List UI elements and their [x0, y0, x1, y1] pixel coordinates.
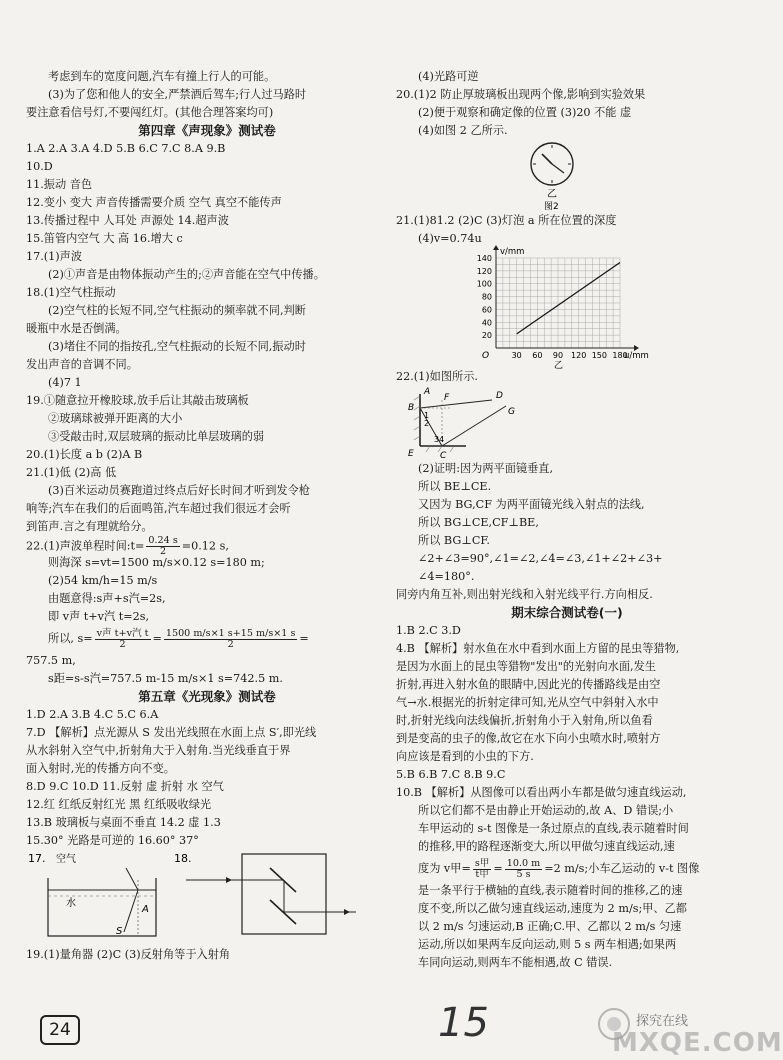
watermark-big: MXQE.COM	[612, 1028, 783, 1058]
answer-line: 所以 BG⊥CE,CF⊥BE,	[418, 516, 539, 529]
answer-line: 15.30° 光路是可逆的 16.60° 37°	[26, 834, 199, 847]
clock-hour-hand	[542, 154, 552, 164]
x-axis-label: u/mm	[624, 351, 649, 361]
answer-line: 12.变小 变大 声音传播需要介质 空气 真空不能传声	[26, 196, 282, 209]
answer-line: 1.A 2.A 3.A 4.D 5.B 6.C 7.C 8.A 9.B	[26, 142, 226, 155]
x-tick-label: 60	[532, 351, 543, 360]
answer-line: 5.B 6.B 7.C 8.B 9.C	[396, 768, 506, 781]
fraction: $\frac{0.24 s}{2}$	[148, 535, 178, 557]
clock-minute-hand	[552, 164, 564, 173]
exit-ray	[442, 406, 506, 446]
answer-line: 是因为水面上的昆虫等猎物"发出"的光射向水面,发生	[396, 660, 656, 673]
answer-line: 20.(1)长度 a b (2)A B	[26, 448, 143, 461]
left-text-block	[26, 68, 388, 536]
answer-line: (2)证明:因为两平面镜垂直,	[418, 462, 554, 475]
answer-line: ∠4=180°.	[418, 570, 475, 583]
answer-line: 向应该是看到的小虫的下方.	[396, 750, 534, 763]
point-b: B	[408, 403, 415, 413]
answer-line: 20.(1)2 防止厚玻璃板出现两个像,影响到实验效果	[396, 88, 646, 101]
section-heading: 第四章《声现象》测试卷	[138, 123, 276, 138]
fig17-number: 17.	[28, 852, 46, 865]
fraction: $\frac{\text{s甲}}{\text{t甲}}$	[474, 857, 490, 880]
fraction: $\frac{1500 m/s\times 1 s+15 m/s\times 1 s}{2}$	[165, 627, 296, 650]
answer-line: 车甲运动的 s-t 图像是一条过原点的直线,表示随着时间	[418, 822, 689, 835]
q22-line-4: 由题意得:s声+s汽=2s,	[48, 592, 166, 605]
left-column	[26, 68, 388, 964]
clock-figure	[396, 140, 736, 212]
fig17-water-label: 水	[66, 898, 76, 909]
fig17-point-s: S	[116, 926, 123, 937]
fig2-caption: 图2	[544, 202, 559, 212]
answer-line: ③受敲击时,双层玻璃的振动比单层玻璃的弱	[48, 430, 265, 443]
answer-line: 要注意看信号灯,不要闯红灯。(其他合理答案均可)	[26, 106, 274, 119]
answer-line: (3)百米运动员赛跑道过终点后好长时间才听到发令枪	[48, 484, 310, 497]
section-heading: 第五章《光现象》测试卷	[138, 689, 276, 704]
fig18-arrow-icon	[226, 877, 232, 883]
angle-34: 34	[434, 435, 445, 444]
y-tick-label: 80	[481, 292, 492, 302]
right-text-block-2	[396, 212, 738, 248]
point-g: G	[508, 407, 515, 417]
q22-line-3: (2)54 km/h=15 m/s	[48, 574, 158, 587]
answer-line: 13.B 玻璃板与桌面不垂直 14.2 虚 1.3	[26, 816, 221, 829]
answer-line: 4.B 【解析】射水鱼在水中看到水面上方留的昆虫等猎物,	[396, 642, 680, 655]
answer-line: 又因为 BG,CF 为两平面镜光线入射点的法线,	[418, 498, 645, 511]
fig17-container	[48, 878, 156, 936]
y-tick-label: 120	[476, 266, 492, 276]
answer-line: (3)为了您和他人的安全,严禁酒后驾车;行人过马路时	[48, 88, 307, 101]
answer-line: 运动,所以如果两车反向运动,则 5 s 两车相遇;如果两	[418, 938, 677, 951]
answer-line: 13.传播过程中 人耳处 声源处 14.超声波	[26, 214, 229, 227]
answer-line: (4)v=0.74u	[418, 232, 482, 245]
answer-line: 以 2 m/s 匀速运动,B 正确;C.甲、乙都以 2 m/s 匀速	[418, 920, 682, 933]
q22-line-8: s距=s-s汽=757.5 m-15 m/s×1 s=742.5 m.	[48, 672, 283, 685]
point-a: A	[424, 387, 431, 397]
answer-line: 同旁内角互补,则出射光线和入射光线平行.方向相反.	[396, 588, 653, 601]
q22-line-2: 则海深 s=vt=1500 m/s×0.12 s=180 m;	[48, 556, 265, 569]
section-heading: 期末综合测试卷(一)	[511, 605, 623, 620]
q22-line-5: 即 v声 t+v汽 t=2s,	[48, 610, 150, 623]
point-e: E	[408, 449, 414, 459]
q22-label: 22.(1)如图所示.	[396, 370, 478, 383]
q22-line-6: 所以, s= $\frac{\text{v声 t+v汽 t}}{2}$ = $\frac{1500 m/s\times 1 s+15 m/s\times 1 s}{2}$ =	[48, 627, 309, 650]
answer-line: (2)①声音是由物体振动产生的;②声音能在空气中传播。	[48, 268, 325, 281]
answer-line: 发出声音的音调不同。	[26, 358, 138, 371]
fig18-number: 18.	[174, 852, 192, 865]
point-c: C	[440, 451, 447, 461]
x-tick-label: 150	[591, 351, 607, 360]
fig18-exit-arrow-icon	[344, 909, 350, 915]
answer-line: 15.笛管内空气 大 高 16.增大 c	[26, 232, 183, 245]
answer-line: 17.(1)声波	[26, 250, 83, 263]
answer-line: 面入射时,光的传播方向不变。	[26, 762, 175, 775]
incident-ray	[420, 400, 492, 408]
answer-line: (4)7 1	[48, 376, 82, 389]
answer-line: (2)空气柱的长短不同,空气柱振动的频率就不同,判断	[48, 304, 306, 317]
answer-line: 19.①随意拉开橡胶球,放手后让其敲击玻璃板	[26, 394, 249, 407]
figure-22	[396, 386, 738, 460]
fraction: $\frac{10.0 m}{5 s}$	[506, 857, 541, 880]
answer-line: 所以它们都不是由静止开始运动的,故 A、D 错误;小	[418, 804, 674, 817]
angle-2: 2	[424, 419, 430, 428]
graph-21	[396, 247, 738, 371]
answer-line: 7.D 【解析】点光源从 S 发出光线照在水面上点 S′,即光线	[26, 726, 317, 739]
q19-answer: 19.(1)量角器 (2)C (3)反射角等于入射角	[26, 948, 231, 961]
q22-line-1: 22.(1)声波单程时间:t= $\frac{0.24 s}{2}$ =0.12 s,	[26, 535, 229, 557]
answer-line: 的推移,甲的路程逐渐变大,所以甲做匀速直线运动,速	[418, 840, 675, 853]
answer-line: 21.(1)81.2 (2)C (3)灯泡 a 所在位置的深度	[396, 214, 617, 227]
y-tick-label: 20	[481, 331, 492, 341]
answer-line: 考虑到车的宽度问题,汽车有撞上行人的可能。	[48, 70, 276, 83]
fig17-air-label: 空气	[56, 854, 76, 865]
x-tick-label: 30	[511, 351, 522, 360]
answer-line: 10.B 【解析】从图像可以看出两小车都是做匀速直线运动,	[396, 786, 687, 799]
answer-line: 是一条平行于横轴的直线,表示随着时间的推移,乙的速	[418, 884, 683, 897]
mirror-figure	[396, 386, 736, 460]
y-tick-label: 40	[481, 318, 492, 328]
y-tick-label: 60	[481, 305, 492, 315]
refraction-figures	[26, 850, 386, 946]
answer-line: (4)光路可逆	[418, 70, 479, 83]
answer-line: 1.B 2.C 3.D	[396, 624, 461, 637]
answer-line: 响等;汽车在我们的后面鸣笛,汽车超过我们很远才会听	[26, 502, 291, 515]
answer-line: 18.(1)空气柱振动	[26, 286, 116, 299]
answer-line: (3)堵住不同的指按孔,空气柱振动的长短不同,振动时	[48, 340, 306, 353]
point-d: D	[496, 391, 503, 401]
answer-line: 8.D 9.C 10.D 11.反射 虚 折射 水 空气	[26, 780, 224, 793]
y-tick-label: 140	[476, 254, 492, 263]
x-tick-label: 120	[571, 351, 587, 360]
x-tick-label: 90	[552, 351, 564, 360]
answer-line: (4)如图 2 乙所示.	[418, 124, 508, 137]
x-tick-label: 180	[612, 351, 628, 360]
left-text-block-2	[26, 688, 388, 850]
answer-line: 气→水.根据光的折射定律可知,光从空气中斜射入水中	[396, 696, 659, 709]
right-text-block-4	[396, 882, 738, 972]
answer-line: 所以 BE⊥CE.	[418, 480, 492, 493]
answer-line: 度不变,所以乙做匀速直线运动,速度为 2 m/s;甲、乙都	[418, 902, 687, 915]
angle-1: 1	[424, 411, 430, 420]
fig2-sub-label: 乙	[547, 189, 557, 200]
answer-line: 从水斜射入空气中,折射角大于入射角.当光线垂直于界	[26, 744, 291, 757]
velocity-formula-line: 度为 v甲= $\frac{\text{s甲}}{\text{t甲}}$ = $\frac{10.0 m}{5 s}$ =2 m/s;小车乙运动的 v-t 图像	[418, 857, 700, 880]
answer-line: 所以 BG⊥CF.	[418, 534, 490, 547]
y-axis-label: v/mm	[500, 247, 525, 257]
answer-line: (2)便于观察和确定像的位置 (3)20 不能 虚	[418, 106, 632, 119]
answer-line: 到笛声.言之有理就给分。	[26, 520, 153, 533]
figure-2	[396, 140, 738, 212]
answer-line: 1.D 2.A 3.B 4.C 5.C 6.A	[26, 708, 159, 721]
answer-line: 11.振动 音色	[26, 178, 93, 191]
right-text-block	[396, 68, 738, 140]
fig17-incident-ray	[126, 868, 138, 890]
graph-sub-label: 乙	[554, 361, 564, 371]
vu-graph	[396, 247, 736, 371]
handwritten-number: 15	[438, 1000, 489, 1046]
answer-line: 到是变高的虫子的像,故它在水下向小虫喷水时,喷射方	[396, 732, 661, 745]
right-text-block-3	[396, 460, 738, 856]
answer-line: 折射,再进入射水鱼的眼睛中,因此光的传播路线是由空	[396, 678, 661, 691]
figures-17-18	[26, 850, 388, 946]
point-f: F	[444, 393, 450, 403]
answer-line: 车同向运动,则两车不能相遇,故 C 错误.	[418, 956, 613, 969]
answer-line: 暖瓶中水是否倒满。	[26, 322, 127, 335]
right-column	[396, 68, 738, 972]
q22-line-7: 757.5 m,	[26, 654, 76, 667]
answer-line: 10.D	[26, 160, 53, 173]
fraction: $\frac{\text{v声 t+v汽 t}}{2}$	[96, 627, 149, 650]
origin-label: O	[482, 351, 490, 361]
watermark-small: 探究在线	[636, 1014, 689, 1029]
answer-line: 12.红 红纸反射红光 黑 红纸吸收绿光	[26, 798, 212, 811]
page-number: 24	[40, 1015, 80, 1045]
series-line-v-u	[517, 263, 620, 334]
answer-line: 时,折射光线向法线偏折,折射角小于入射角,所以鱼看	[396, 714, 653, 727]
answer-line: 21.(1)低 (2)高 低	[26, 466, 117, 479]
y-tick-label: 100	[476, 279, 492, 289]
fig17-point-a: A	[142, 904, 149, 915]
answer-line: ∠2+∠3=90°,∠1=∠2,∠4=∠3,∠1+∠2+∠3+	[418, 552, 663, 565]
answer-line: ②玻璃球被弹开距离的大小	[48, 412, 183, 425]
